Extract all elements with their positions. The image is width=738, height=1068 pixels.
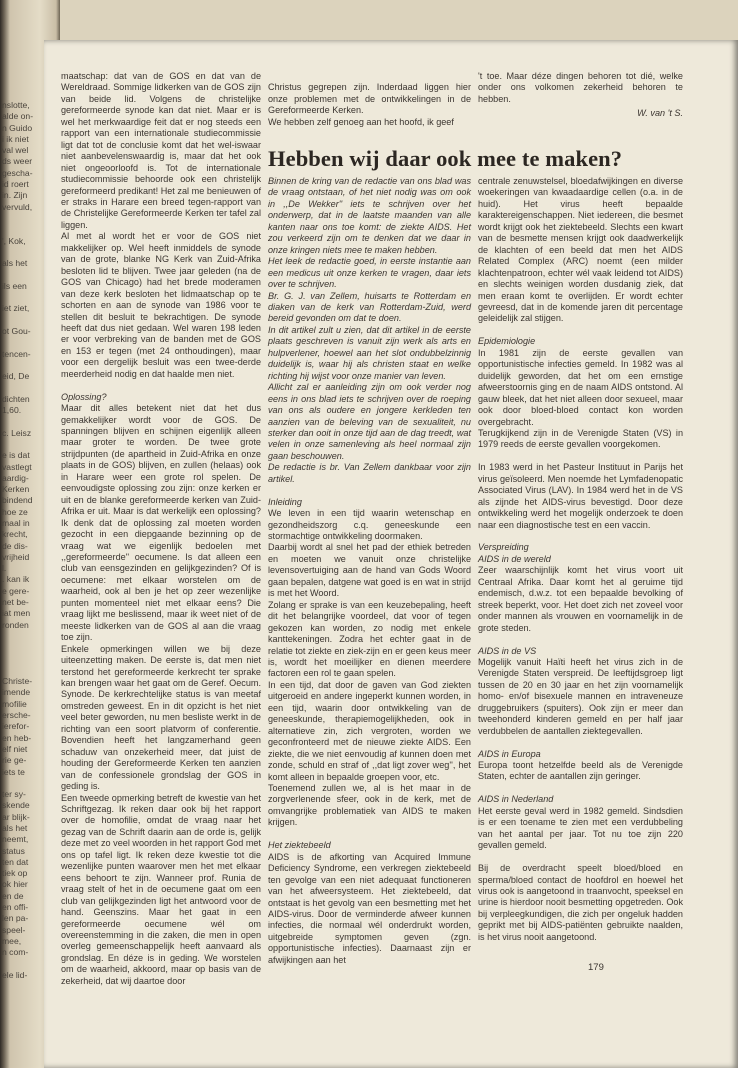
previous-page-line: n com- <box>2 947 29 958</box>
previous-page-line: eid, De <box>2 371 30 382</box>
previous-page-line <box>2 315 36 326</box>
col2-top-paragraph: Christus gegrepen zijn. Inderdaad liggen hier onze problemen met de ontwikkelingen in de Gereformeerde Kerken. We hebben zelf genoeg aan het hoofd, ik geef <box>268 82 471 127</box>
editorial-intro <box>268 176 471 485</box>
col3-heading-nederland: AIDS in Nederland <box>478 794 554 805</box>
column-2 <box>268 176 471 966</box>
col3-paragraph: Bij de overdracht speelt bloed/bloed en sperma/bloed contact de hoofdrol en hoewel het virus ook is aangetoond in traanvocht, speeksel en urine is hierdoor nooit besmetting opgetreden. Ook bij verpleegkundigen, die zich per ongeluk hadden geprikt met bij AIDS-patiënten gebruikte naalden, is het virus nooit aangetoond. <box>478 863 683 942</box>
previous-page-line <box>2 778 36 789</box>
author-signature: W. van 't S. <box>637 108 683 119</box>
previous-page-line <box>2 382 36 393</box>
previous-page-line: val wel <box>2 145 29 156</box>
col3-paragraph: centrale zenuwstelsel, bloedafwijkingen en diverse woekeringen van kwaadaardige cellen (o.a. in de huid). Het virus heeft bepaalde karaktereigenschappen. Niet iedereen, die besmet wordt krijgt ook het ziektebeeld. Slechts een kwart van de besmette mensen krijgt ook daadwerkelijk de klachten of een beeld dat men het AIDS Related Complex (ARC) noemt (een milder klachtenpatroon, echter wél vaak leidend tot AIDS) en slechts weinigen worden dusdanig ziek, dat men eraan komt te overlijden. Er wordt echter gevreesd, dat in de komende jaren dit percentage geleidelijk zal stijgen. <box>478 176 683 324</box>
previous-page-line: ele lid- <box>2 969 28 980</box>
col3-paragraph: Europa toont hetzelfde beeld als de Verenigde Staten, echter de aantallen zijn geringer. <box>478 760 683 782</box>
article-title: Hebben wij daar ook mee te maken? <box>268 146 623 171</box>
intro-paragraph: Allicht zal er aanleiding zijn om ook verder nog eens in ons blad iets te schrijven over de roeping van ons als oudere en jongere kerkleden ten aanzien van de beleving van de sexualiteit, nu sterker dan ooit in onze tijd aan de dag treedt, wat velen in onze samenleving als heel normaal zijn gaan beschouwen. <box>268 382 471 461</box>
previous-page-line: en de <box>2 890 24 901</box>
previous-page-line: elf niet <box>2 743 28 754</box>
col1-heading-oplossing: Oplossing? <box>61 391 107 402</box>
col3-heading-epidemiologie: Epidemiologie <box>478 336 536 347</box>
col2-paragraph: We leven in een tijd waarin wetenschap en gezondheidszorg c.q. geneeskunde een stormachtige ontwikkeling doormaken. <box>268 508 471 542</box>
previous-page-line: vrijheid <box>2 551 30 562</box>
previous-page-line <box>2 654 36 665</box>
previous-page-line: ierefor- <box>2 721 30 732</box>
previous-page-line <box>2 247 36 258</box>
previous-page-line <box>2 959 36 970</box>
col3-paragraph: Zeer waarschijnlijk komt het virus voort uit Centraal Afrika. Daar komt het al geruime tijd endemisch, d.w.z. tot een bepaalde bevolking of streek beperkt, voor. Het doet zich net zoveel voor onder mannen als vrouwen en voornamelijk in de grote steden. <box>478 565 683 633</box>
previous-page-line: ten dat <box>2 856 29 867</box>
column-3 <box>478 176 683 943</box>
col1-paragraph: maatschap: dat van de GOS en dat van de Wereldraad. Sommige lidkerken van de GOS zijn van beide lid. Volgens de christelijke gereformeerde synode kan dat niet. Maar er is wel het merkwaardige feit dat er nog steeds een rapport van een internationale studiecommissie ligt dat tot de conclusie komt dat het wel-iswaar niet aanbevelenswaardig is, maar dat het ook niet ongeoorloofd is. Tot de internationale studiecommissie behoorde ook een christelijk gereformeerd predikant! Het zal me benieuwen of er straks in Harare een breed tegen-rapport van de Christelijke Gereformeerde Kerken ter tafel zal liggen. <box>61 71 261 230</box>
col1-paragraph: Maar dit alles betekent niet dat het dus gemakkelijker wordt voor de GOS. De spanningen blijven en schijnen eigenlijk alleen maar groter te worden. De twee grote strijdpunten (de apartheid in Zuid-Afrika en onze plaats in de GOS) blijven, en zullen (helaas) ook in Harare weer een grote rol spelen. De eenvoudigste oplossing zou zijn: onze kerken er uit en de blanke gereformeerde kerken van Zuid-Afrika er uit. Maar is dat werkelijk een oplossing? Ik denk dat de oplossing zal moeten worden gezocht in een diepgaande bezinning op de vraag wat we eigenlijk bedoelen met ,,gereformeerde'' oecumene. Is dat alleen een club van eensgezinden en gelijkgezinden? Of is oecumene: met elkaar worstelen om de waarheid, ook al ben je het op zeer wezenlijke punten momenteel niet met elkaar eens? Die vraag lijkt me beslissend, maar ik weet niet of de meeste lidkerken van de GOS al aan die vraag toe zijn. <box>61 403 261 643</box>
col3-heading-europa: AIDS in Europa <box>478 748 541 759</box>
column-1 <box>61 71 261 987</box>
previous-page-line: ot Gou- <box>2 325 31 336</box>
previous-page-line: gescha- <box>2 167 33 178</box>
previous-page-line: id roert <box>2 179 29 190</box>
previous-page-line: net be- <box>2 597 29 608</box>
previous-page-line: speel- <box>2 924 26 935</box>
previous-page-line: neemt, <box>2 834 29 845</box>
previous-page-line: ok hier <box>2 879 28 890</box>
col3-heading-verspreiding: Verspreiding <box>478 542 529 553</box>
previous-page-line: iat men <box>2 608 31 619</box>
previous-page-line: iet ziet, <box>2 303 30 314</box>
previous-page-line: hoe ze <box>2 506 28 517</box>
previous-page-line: tiek op <box>2 868 28 879</box>
column-2-top <box>268 71 471 140</box>
previous-page-line: ils een <box>2 280 27 291</box>
previous-page-line <box>2 631 36 642</box>
previous-page-line: rie ge- <box>2 755 27 766</box>
previous-page-line: in. Zijn <box>2 190 28 201</box>
previous-page-line: Kerken <box>2 484 30 495</box>
previous-page-line: ronden <box>2 619 29 630</box>
previous-page-line: skende <box>2 800 30 811</box>
intro-paragraph: Br. G. J. van Zellem, huisarts te Rotterdam en diaken van de kerk van Rotterdam-Zuid, werd bereid gevonden om dat te doen. <box>268 290 471 324</box>
previous-page-line: bindend <box>2 495 33 506</box>
previous-page-line: en offi- <box>2 902 29 913</box>
previous-page-line: Christe- <box>2 676 33 687</box>
col3-heading-vs: AIDS in de VS <box>478 645 537 656</box>
previous-page-line: e is dat <box>2 450 30 461</box>
previous-page-line: status <box>2 845 25 856</box>
previous-page-line: maal in <box>2 517 30 528</box>
previous-page-line: ', Kok, <box>2 235 26 246</box>
previous-page-line: vastlegt <box>2 461 32 472</box>
col2-paragraph: In een tijd, dat door de gaven van God ziekten uitgeroeid en andere ingeperkt kunnen worden, in een tijd, waarin door ontwikkeling van de geneeskunde, therapiemogelijkheden, ook in alternatieve zin, zich vergroten, worden we geconfronteerd met de nieuwe ziekte AIDS. Een ziekte, die we niet eenvoudig af kunnen doen met zonde, schuld en straf of ,,dat ligt zover weg'', het komt alleen in bepaalde groepen voor, etc. <box>268 679 471 782</box>
previous-page-line: imende <box>2 687 31 698</box>
previous-page-line: e gere- <box>2 585 30 596</box>
col3-paragraph: Mogelijk vanuit Haïti heeft het virus zich in de Verenigde Staten verspreid. De leeftijdsgroep ligt tussen de 20 en 30 jaar en het zijn voornamelijk homo- en/of bisexuele mannen en intraveneuze druggebruikers (spuiters). Ook zijn er meer dan tweehonderd kinderen gemeld en per half jaar verdubbelen de aantallen ziektegevallen. <box>478 656 683 736</box>
intro-paragraph: Het leek de redactie goed, in eerste instantie aan een medicus uit onze kerken te vragen, daar iets over te schrijven. <box>268 256 471 290</box>
col3-top-paragraph: 't toe. Maar déze dingen behoren tot dié, welke onder ons volkomen zekerheid behoren te hebben. <box>478 71 683 104</box>
col2-heading-inleiding: Inleiding <box>268 496 302 507</box>
col1-paragraph: Al met al wordt het er voor de GOS niet makkelijker op. Wel heeft inmiddels de synode van de grote, blanke NG Kerk van Zuid-Afrika besloten lid te blijven. Twee jaar geleden (na de GOS van Chicago) had het brede moderamen van deze kerk besloten het lidmaatschap op te schorten en aan de synode van 1986 voor te stellen dit besluit te bekrachtigen. De synode heeft dat dus niet gedaan. Wel waren 198 leden er voor verbreking van de banden met de GOS en 153 er tegen (met 24 onthoudingen), maar voor een dergelijk besluit was een twee-derde meerderheid nodig en dat haalde men niet. <box>61 231 261 379</box>
col3-paragraph: In 1983 werd in het Pasteur Instituut in Parijs het virus geïsoleerd. Men noemde het Lymfadenopatic Associated Virus (LAV). In 1984 werd het in de VS als zijnde het AIDS-virus bevestigd. Door deze ontwikkeling werd het mogelijk onderzoek te doen naar een diagnostische test en een vaccin. <box>478 462 683 530</box>
intro-paragraph: Binnen de kring van de redactie van ons blad was de vraag ontstaan, of het niet nodig was om ook in ,,De Wekker'' iets te schrijven over het onderwerp, dat in de laatste maanden van alle kanten naar ons toe komt: de ziekte AIDS. Het zou verkeerd zijn om te denken dat we daar in onze kringen niets mee te maken hebben. <box>268 176 471 255</box>
col2-paragraph: Zolang er sprake is van een keuzebepaling, heeft dit het belangrijke voordeel, dat voor of tegen gekozen kan worden, zo nodig met enkele kanttekeningen. Zodra het echter gaat in de relatie tot ziekte en ziek-zijn en er geen keus meer is, wordt het moeilijker en dienen meerdere factoren een rol te gaan spelen. <box>268 599 471 679</box>
previous-page-edge-text <box>2 100 36 981</box>
col2-paragraph: AIDS is de afkorting van Acquired Immune Deficiency Syndrome, een verkregen ziektebeeld ten gevolge van een niet adequaat functioneren van het afweersysteem. Het ziektebeeld, dat ontstaat is het gevolg van een besmetting met het AIDS-virus. Door de verminderde afweer kunnen infecties, die normaal wél onderdrukt worden, uitgebreide symptomen geven (zgn. opportunistische infecties). Daarnaast zijn er afwijkingen aan het <box>268 851 471 965</box>
col2-paragraph: Toenemend zullen we, al is het maar in de zorgverlenende sfeer, ook in de kerk, met de omvangrijke problematiek van AIDS te maken krijgen. <box>268 783 471 828</box>
intro-paragraph: De redactie is br. Van Zellem dankbaar voor zijn artikel. <box>268 462 471 484</box>
col3-paragraph: Terugkijkend zijn in de Verenigde Staten (VS) in 1979 reeds de eerste gevallen voorgekomen. <box>478 427 683 450</box>
col1-paragraph: Enkele opmerkingen willen we bij deze uiteenzetting maken. De eerste is, dat men niet terstond het gereformeerde kerkrecht ter sprake kan brengen waar het gaat om de Geref. Oecum. Synode. De kerkrechtelijke status is van meetaf omstreden geweest. En in dit opzicht is het niet veel beter geworden, nu men besliste werkt in de richting van een soort platvorm of conferentie. Bovendien heeft het langzamerhand geen schaduw van onzekerheid meer, dat juist de houding der Gereformeerde Kerken ten aanzien van de confessionele grondslag der GOS in geding is. <box>61 643 261 792</box>
previous-page-line: vervuld, <box>2 201 33 212</box>
previous-page-line: als het <box>2 823 28 833</box>
page-number: 179 <box>588 962 604 973</box>
previous-page-line <box>2 439 36 450</box>
previous-page-line: en heb- <box>2 732 32 743</box>
col1-paragraph: Een tweede opmerking betreft de kwestie van het Schriftgezag. Ik reken daar ook bij het rapport over de homofilie, omdat de vraag naar het gezag van de Schrift daarin aan de orde is, gelijk deze met zo veel woorden in het rapport God met ons op tafel ligt. Ik reken deze kwestie tot die wezenlijke punten waarover men het met elkaar eens behoort te zijn. Wanneer prof. Runia de vraag stelt of het in de oecumene gaat om een club van gelijkgezinden ligt het antwoord voor de hand. Geenszins. Maar het gaat in een gereformeerde oecumene wél om overeenstemming in die zaken, die men in open overleg gemeenschappelijk heeft aanvaard als grondslag. En déze is in geding. We worstelen om de waarheid, akkoord, maar op basis van de zekerheid, dat wij daartoe door <box>61 792 261 986</box>
previous-page-line: krecht, <box>2 529 28 540</box>
previous-page-line <box>2 642 36 653</box>
previous-page-line <box>2 337 36 348</box>
previous-page-line: aardig- <box>2 472 29 483</box>
previous-page-line <box>2 292 36 303</box>
previous-page-line: iets te <box>2 766 25 777</box>
previous-page-line: mee, <box>2 935 22 946</box>
previous-page-line: ersche- <box>2 710 31 721</box>
previous-page-line: ar blijk- <box>2 811 30 822</box>
previous-page-line <box>2 360 36 371</box>
col2-paragraph: Daarbij wordt al snel het pad der ethiek betreden en moeten we vanuit onze christelijke levensovertuiging aan de hand van Gods Woord gaan bepalen, datgene wat goed is en wat in strijd is met het Woord. <box>268 542 471 599</box>
intro-paragraph: In dit artikel zult u zien, dat dit artikel in de eerste plaats geschreven is vanuit zijn werk als arts en hulpverlener, hoewel aan het slot ondubbelzinnig duidelijk is, waar hij als christen staat en welke richting hij wijst voor onze manier van leven. <box>268 324 471 381</box>
col3-paragraph: In 1981 zijn de eerste gevallen van opportunistische infecties gemeld. In 1982 was al duidelijk geworden, dat het om een ernstige afweerstoornis ging en de naam AIDS ontstond. Al gauw bleek, dat het niet alleen door sexueel, maar ook door bloed-bloed contact kon worden overgebracht. <box>478 347 683 427</box>
previous-page-line: nslotte, <box>2 100 30 110</box>
previous-page-line: de dis- <box>2 540 28 551</box>
previous-page-line: . kan ik <box>2 574 30 585</box>
previous-page-line: dichten <box>2 393 30 404</box>
column-3-top <box>478 71 683 120</box>
previous-page-line: mofilie <box>2 698 27 709</box>
previous-page-line: len pa- <box>2 913 29 924</box>
previous-page-line: tencen- <box>2 348 31 359</box>
previous-page-line: l. <box>2 563 7 574</box>
previous-page-line: 1,60. <box>2 405 22 416</box>
previous-page-line: n Guido <box>2 122 33 133</box>
previous-page-line: alde on- <box>2 111 34 122</box>
previous-page-line: ter sy- <box>2 789 26 800</box>
previous-page-line: i ik niet <box>2 133 29 144</box>
previous-page-line: c. Leisz <box>2 427 32 438</box>
previous-page-line <box>2 665 36 676</box>
previous-page-line: als het <box>2 258 28 269</box>
col2-heading-ziektebeeld: Het ziektebeeld <box>268 840 331 851</box>
previous-page-line <box>2 224 36 235</box>
previous-page-line <box>2 213 36 224</box>
previous-page-line <box>2 269 36 280</box>
previous-page-line <box>2 416 36 427</box>
col3-paragraph: Het eerste geval werd in 1982 gemeld. Sindsdien is er een toename te zien met een verdubbeling van het aantal per jaar. Tot nu toe zijn 220 gevallen gemeld. <box>478 805 683 851</box>
col3-heading-wereld: AIDS in de wereld <box>478 553 551 564</box>
previous-page-line: ds weer <box>2 156 33 167</box>
